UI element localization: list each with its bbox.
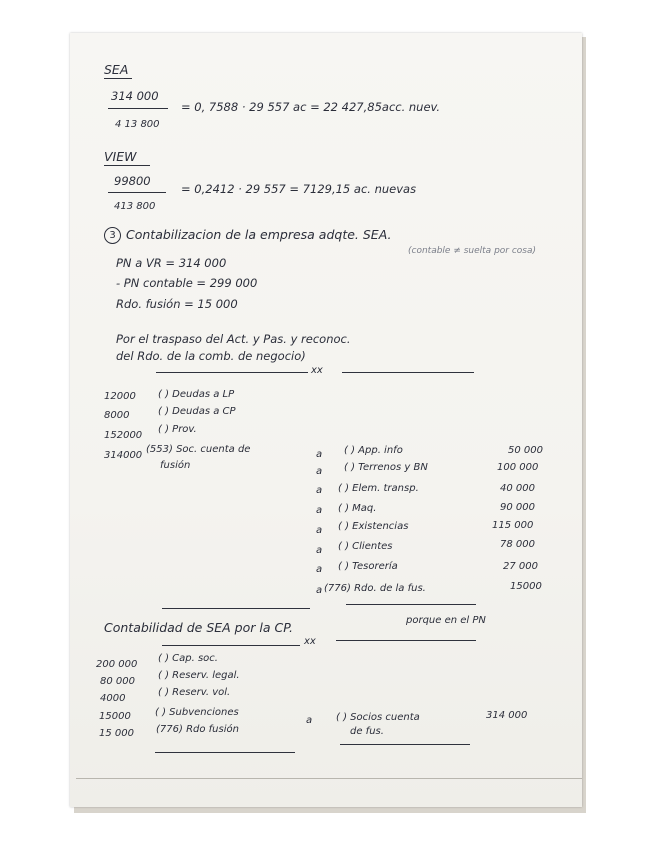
- section3-note: (contable ≠ suelta por cosa): [408, 246, 537, 256]
- entry1-credit-amount: 50 000: [508, 445, 543, 456]
- entry2-credit-account-cont: de fus.: [350, 726, 384, 737]
- view-fraction-bar: [108, 192, 166, 193]
- sea-title-underline: [104, 78, 132, 79]
- sea-denominator: 4 13 800: [115, 119, 160, 130]
- rdo-fusion-line: Rdo. fusión = 15 000: [116, 297, 238, 311]
- entry1-credit-prefix: a: [316, 545, 323, 556]
- sea-calculation: = 0, 7588 · 29 557 ac = 22 427,85acc. nuev.: [181, 100, 441, 114]
- entry1-debit-amount: 152000: [104, 430, 143, 441]
- entry1-close-rule-left: [162, 608, 310, 609]
- view-title: VIEW: [104, 149, 137, 164]
- entry2-xx: xx: [304, 636, 316, 647]
- entry1-credit-prefix: a: [316, 449, 323, 460]
- entry1-credit-amount: 90 000: [500, 502, 535, 513]
- sea-fraction-bar: [108, 108, 168, 109]
- entry1-xx: xx: [311, 365, 323, 376]
- entry2-debit-account: ( ) Reserv. vol.: [158, 687, 231, 698]
- entry1-credit-amount: 27 000: [503, 561, 538, 572]
- entry1-credit-amount: 15000: [510, 581, 542, 592]
- entry1-description-line1: Por el traspaso del Act. y Pas. y reconoc.: [116, 332, 351, 346]
- entry1-credit-prefix: a: [316, 585, 323, 596]
- entry2-rule-right: [336, 640, 476, 641]
- entry1-credit-account: ( ) Maq.: [338, 503, 377, 514]
- section4-heading: Contabilidad de SEA por la CP.: [104, 620, 293, 635]
- entry2-debit-account: ( ) Reserv. legal.: [158, 670, 240, 681]
- pn-vr-line: PN a VR = 314 000: [116, 256, 227, 270]
- entry1-credit-account: ( ) Terrenos y BN: [344, 462, 428, 473]
- section-number-circle: 3: [104, 227, 121, 244]
- entry1-rule-left: [156, 372, 308, 373]
- page-bottom-edge: [76, 778, 582, 807]
- entry1-credit-prefix: a: [316, 525, 323, 536]
- entry1-credit-account: (776) Rdo. de la fus.: [324, 583, 426, 594]
- entry1-credit-prefix: a: [316, 505, 323, 516]
- view-numerator: 99800: [114, 174, 151, 188]
- entry2-close-rule-right: [340, 744, 470, 745]
- sea-title: SEA: [104, 62, 129, 77]
- entry2-credit-amount: 314 000: [486, 710, 528, 721]
- entry1-debit-account: ( ) Deudas a LP: [158, 389, 235, 400]
- entry1-credit-amount: 40 000: [500, 483, 535, 494]
- entry1-credit-prefix: a: [316, 564, 323, 575]
- entry1-debit-account: ( ) Prov.: [158, 424, 197, 435]
- entry2-debit-amount: 4000: [100, 693, 126, 704]
- entry1-debit-amount: 12000: [104, 391, 136, 402]
- section3-heading: Contabilizacion de la empresa adqte. SEA.: [126, 227, 392, 242]
- sea-numerator: 314 000: [111, 89, 159, 103]
- entry1-credit-prefix: a: [316, 466, 323, 477]
- entry2-debit-account: (776) Rdo fusión: [156, 724, 239, 735]
- entry1-credit-account: ( ) App. info: [344, 445, 403, 456]
- entry1-description-line2: del Rdo. de la comb. de negocio): [116, 349, 306, 363]
- entry2-close-rule-left: [155, 752, 295, 753]
- entry2-debit-amount: 15 000: [99, 728, 134, 739]
- entry1-credit-account: ( ) Clientes: [338, 541, 393, 552]
- notebook-page: [70, 33, 582, 807]
- entry2-debit-amount: 80 000: [100, 676, 135, 687]
- entry2-credit-prefix: a: [306, 715, 313, 726]
- entry1-debit-account: ( ) Deudas a CP: [158, 406, 236, 417]
- view-title-underline: [104, 165, 150, 166]
- entry2-debit-account: ( ) Subvenciones: [155, 707, 239, 718]
- entry2-credit-account: ( ) Socios cuenta: [336, 712, 420, 723]
- view-calculation: = 0,2412 · 29 557 = 7129,15 ac. nuevas: [181, 182, 417, 196]
- entry2-debit-amount: 200 000: [96, 659, 138, 670]
- entry1-credit-account: ( ) Existencias: [338, 521, 409, 532]
- entry1-debit-account: (553) Soc. cuenta de: [146, 444, 251, 455]
- entry1-credit-amount: 115 000: [492, 520, 534, 531]
- entry2-rule-left: [162, 645, 300, 646]
- entry1-close-rule-right: [346, 604, 476, 605]
- entry1-debit-account-cont: fusión: [160, 460, 191, 471]
- entry1-credit-amount: 100 000: [497, 462, 539, 473]
- entry2-debit-amount: 15000: [99, 711, 131, 722]
- entry1-credit-prefix: a: [316, 485, 323, 496]
- entry1-credit-amount: 78 000: [500, 539, 535, 550]
- pn-contable-line: - PN contable = 299 000: [116, 276, 258, 290]
- entry1-credit-account: ( ) Elem. transp.: [338, 483, 419, 494]
- entry1-debit-amount: 314000: [104, 450, 143, 461]
- entry1-credit-account: ( ) Tesorería: [338, 561, 398, 572]
- view-denominator: 413 800: [114, 201, 156, 212]
- entry1-debit-amount: 8000: [104, 410, 130, 421]
- entry1-rule-right: [342, 372, 474, 373]
- section4-note: porque en el PN: [406, 615, 486, 626]
- entry2-debit-account: ( ) Cap. soc.: [158, 653, 218, 664]
